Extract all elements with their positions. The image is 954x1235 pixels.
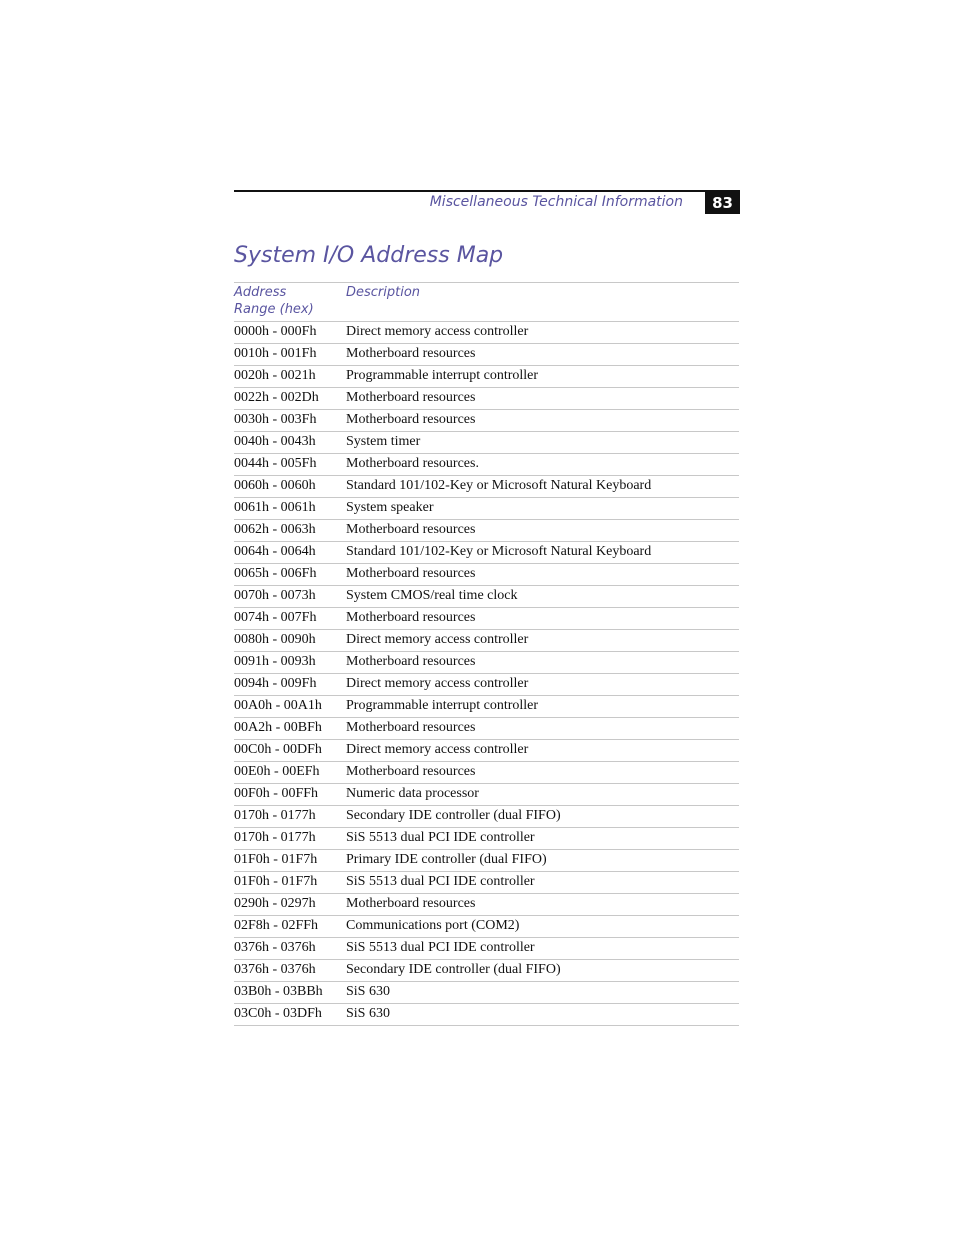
address-range-cell: 0376h - 0376h	[234, 940, 316, 955]
table-row	[234, 762, 739, 784]
address-range-cell: 0065h - 006Fh	[234, 566, 317, 581]
description-cell: SiS 5513 dual PCI IDE controller	[346, 940, 535, 955]
address-range-cell: 00E0h - 00EFh	[234, 764, 320, 779]
description-cell: Secondary IDE controller (dual FIFO)	[346, 962, 561, 977]
address-range-cell: 0170h - 0177h	[234, 808, 316, 823]
column-header-range-line1: Address	[234, 285, 287, 300]
description-cell: Motherboard resources	[346, 654, 476, 669]
table-row	[234, 894, 739, 916]
address-range-cell: 0020h - 0021h	[234, 368, 316, 383]
table-row	[234, 828, 739, 850]
description-cell: Motherboard resources	[346, 522, 476, 537]
address-range-cell: 02F8h - 02FFh	[234, 918, 319, 933]
table-row	[234, 982, 739, 1004]
description-cell: Motherboard resources	[346, 764, 476, 779]
address-range-cell: 0022h - 002Dh	[234, 390, 319, 405]
table-row	[234, 366, 739, 388]
table-header	[234, 283, 739, 322]
table-row	[234, 608, 739, 630]
description-cell: Motherboard resources	[346, 720, 476, 735]
description-cell: Primary IDE controller (dual FIFO)	[346, 852, 547, 867]
description-cell: Standard 101/102-Key or Microsoft Natural Keyboard	[346, 544, 652, 559]
address-range-cell: 0376h - 0376h	[234, 962, 316, 977]
table-row	[234, 674, 739, 696]
address-range-cell: 0010h - 001Fh	[234, 346, 317, 361]
description-cell: System speaker	[346, 500, 434, 515]
address-range-cell: 0091h - 0093h	[234, 654, 316, 669]
table-row	[234, 322, 739, 344]
description-cell: Numeric data processor	[346, 786, 479, 801]
section-title: Miscellaneous Technical Information	[429, 194, 683, 210]
table-row	[234, 938, 739, 960]
description-cell: Motherboard resources	[346, 610, 476, 625]
running-header	[234, 190, 740, 216]
description-cell: Programmable interrupt controller	[346, 368, 539, 383]
table-row	[234, 652, 739, 674]
table-row	[234, 542, 739, 564]
address-range-cell: 0062h - 0063h	[234, 522, 316, 537]
table-row	[234, 850, 739, 872]
description-cell: SiS 5513 dual PCI IDE controller	[346, 830, 535, 845]
table-row	[234, 344, 739, 366]
column-header-range-line2: Range (hex)	[234, 302, 314, 317]
description-cell: Standard 101/102-Key or Microsoft Natural Keyboard	[346, 478, 652, 493]
address-range-cell: 0094h - 009Fh	[234, 676, 317, 691]
table-body	[234, 322, 739, 1026]
description-cell: Direct memory access controller	[346, 632, 529, 647]
table-row	[234, 498, 739, 520]
description-cell: Motherboard resources	[346, 390, 476, 405]
table-row	[234, 586, 739, 608]
description-cell: Direct memory access controller	[346, 742, 529, 757]
table-row	[234, 806, 739, 828]
address-range-cell: 0070h - 0073h	[234, 588, 316, 603]
address-range-cell: 00C0h - 00DFh	[234, 742, 322, 757]
table-row	[234, 696, 739, 718]
address-range-cell: 0030h - 003Fh	[234, 412, 317, 427]
description-cell: Motherboard resources	[346, 412, 476, 427]
description-cell: Direct memory access controller	[346, 324, 529, 339]
description-cell: Secondary IDE controller (dual FIFO)	[346, 808, 561, 823]
description-cell: Programmable interrupt controller	[346, 698, 539, 713]
table-row	[234, 916, 739, 938]
address-range-cell: 01F0h - 01F7h	[234, 874, 318, 889]
description-cell: Communications port (COM2)	[346, 918, 520, 933]
description-cell: SiS 630	[346, 984, 390, 999]
address-range-cell: 0060h - 0060h	[234, 478, 316, 493]
address-range-cell: 0074h - 007Fh	[234, 610, 317, 625]
table-row	[234, 454, 739, 476]
address-range-cell: 0044h - 005Fh	[234, 456, 317, 471]
column-header-description: Description	[346, 285, 421, 300]
address-map-table	[234, 282, 739, 1026]
address-range-cell: 0170h - 0177h	[234, 830, 316, 845]
table-row	[234, 740, 739, 762]
table-row	[234, 718, 739, 740]
address-range-cell: 0000h - 000Fh	[234, 324, 317, 339]
description-cell: System CMOS/real time clock	[346, 588, 518, 603]
address-range-cell: 01F0h - 01F7h	[234, 852, 318, 867]
table-row	[234, 872, 739, 894]
column-header-range	[234, 284, 334, 318]
address-range-cell: 0040h - 0043h	[234, 434, 316, 449]
table-row	[234, 476, 739, 498]
table-row	[234, 432, 739, 454]
description-cell: Direct memory access controller	[346, 676, 529, 691]
table-row	[234, 1004, 739, 1026]
address-range-cell: 0290h - 0297h	[234, 896, 316, 911]
address-range-cell: 0064h - 0064h	[234, 544, 316, 559]
description-cell: Motherboard resources.	[346, 456, 479, 471]
table-row	[234, 960, 739, 982]
table-row	[234, 520, 739, 542]
table-row	[234, 630, 739, 652]
table-row	[234, 410, 739, 432]
address-range-cell: 03C0h - 03DFh	[234, 1006, 322, 1021]
address-range-cell: 00F0h - 00FFh	[234, 786, 319, 801]
page-number: 83	[705, 192, 740, 214]
description-cell: SiS 5513 dual PCI IDE controller	[346, 874, 535, 889]
address-range-cell: 03B0h - 03BBh	[234, 984, 323, 999]
table-row	[234, 784, 739, 806]
description-cell: Motherboard resources	[346, 566, 476, 581]
address-range-cell: 00A0h - 00A1h	[234, 698, 322, 713]
description-cell: System timer	[346, 434, 421, 449]
page-title: System I/O Address Map	[234, 243, 504, 268]
address-range-cell: 00A2h - 00BFh	[234, 720, 322, 735]
table-row	[234, 564, 739, 586]
address-range-cell: 0080h - 0090h	[234, 632, 316, 647]
description-cell: Motherboard resources	[346, 896, 476, 911]
description-cell: Motherboard resources	[346, 346, 476, 361]
table-row	[234, 388, 739, 410]
address-range-cell: 0061h - 0061h	[234, 500, 316, 515]
description-cell: SiS 630	[346, 1006, 390, 1021]
